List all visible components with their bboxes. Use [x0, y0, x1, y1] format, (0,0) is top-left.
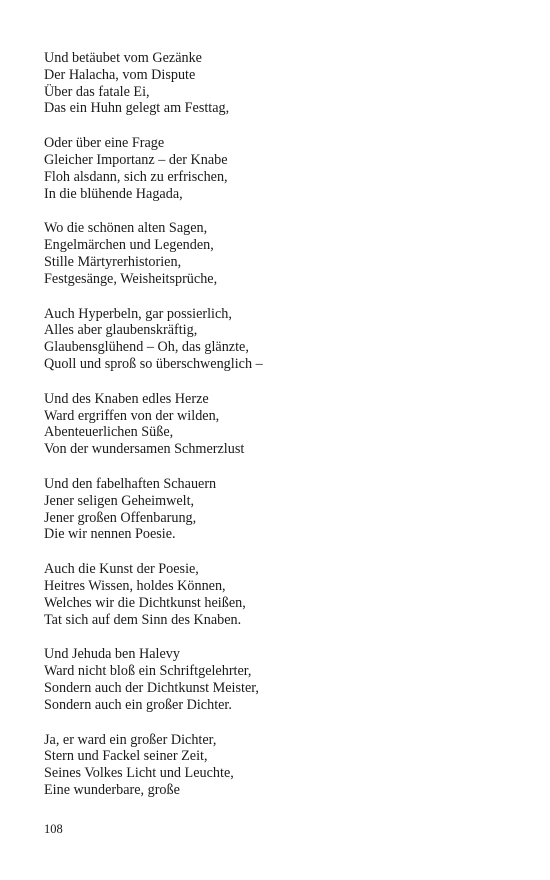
- stanza-8: [44, 646, 514, 713]
- poem-line: Und den fabelhaften Schauern: [44, 475, 217, 492]
- poem-line: Ward ergriffen von der wilden,: [44, 407, 220, 424]
- poem-line: Quoll und sproß so überschwenglich –: [44, 355, 263, 372]
- poem-line: Ja, er ward ein großer Dichter,: [44, 731, 217, 748]
- stanza-1: [44, 50, 514, 117]
- stanza-9: [44, 732, 514, 799]
- poem-line: Und Jehuda ben Halevy: [44, 646, 180, 663]
- poem-line: Jener seligen Geheimwelt,: [44, 492, 195, 509]
- poem-line: Über das fatale Ei,: [44, 83, 150, 100]
- stanza-6: [44, 476, 514, 543]
- poem-line: Oder über eine Frage: [44, 135, 165, 152]
- poem-line: Jener großen Offenbarung,: [44, 509, 197, 526]
- poem-line: Welches wir die Dichtkunst heißen,: [44, 594, 246, 611]
- poem-line: Seines Volkes Licht und Leuchte,: [44, 765, 234, 782]
- poem-line: Sondern auch ein großer Dichter.: [44, 696, 232, 713]
- poem-line: Die wir nennen Poesie.: [44, 526, 176, 543]
- poem-line: Stern und Fackel seiner Zeit,: [44, 748, 208, 765]
- poem-line: Der Halacha, vom Dispute: [44, 66, 196, 83]
- poem-line: Auch die Kunst der Poesie,: [44, 561, 199, 578]
- poem-line: Und betäubet vom Gezänke: [44, 50, 202, 66]
- stanza-2: [44, 135, 514, 202]
- poem-line: Glaubensglühend – Oh, das glänzte,: [44, 339, 249, 356]
- stanza-4: [44, 306, 514, 373]
- poem-line: Heitres Wissen, holdes Können,: [44, 577, 226, 594]
- poem-line: Alles aber glaubenskräftig,: [44, 322, 198, 339]
- poem-line: Wo die schönen alten Sagen,: [44, 220, 208, 237]
- poem-line: Festgesänge, Weisheitsprüche,: [44, 270, 218, 287]
- poem-line: Eine wunderbare, große: [44, 781, 180, 798]
- poem-line: Gleicher Importanz – der Knabe: [44, 151, 228, 168]
- poem-line: Auch Hyperbeln, gar possierlich,: [44, 305, 232, 322]
- stanza-7: [44, 561, 514, 628]
- poem-line: In die blühende Hagada,: [44, 185, 183, 202]
- poem-line: Stille Märtyrerhistorien,: [44, 253, 182, 270]
- poem-line: Tat sich auf dem Sinn des Knaben.: [44, 611, 242, 628]
- poem-line: Von der wundersamen Schmerzlust: [44, 441, 245, 458]
- poem-line: Floh alsdann, sich zu erfrischen,: [44, 168, 228, 185]
- stanza-5: [44, 391, 514, 458]
- poem-line: Und des Knaben edles Herze: [44, 390, 209, 407]
- poem-line: Das ein Huhn gelegt am Festtag,: [44, 100, 230, 117]
- stanza-3: [44, 220, 514, 287]
- poem-line: Abenteuerlichen Süße,: [44, 424, 174, 441]
- poem-line: Engelmärchen und Legenden,: [44, 237, 214, 254]
- poem-line: Ward nicht bloß ein Schriftgelehrter,: [44, 663, 252, 680]
- poem-text: [44, 50, 514, 817]
- poem-line: Sondern auch der Dichtkunst Meister,: [44, 679, 259, 696]
- page-number: 108: [44, 822, 63, 836]
